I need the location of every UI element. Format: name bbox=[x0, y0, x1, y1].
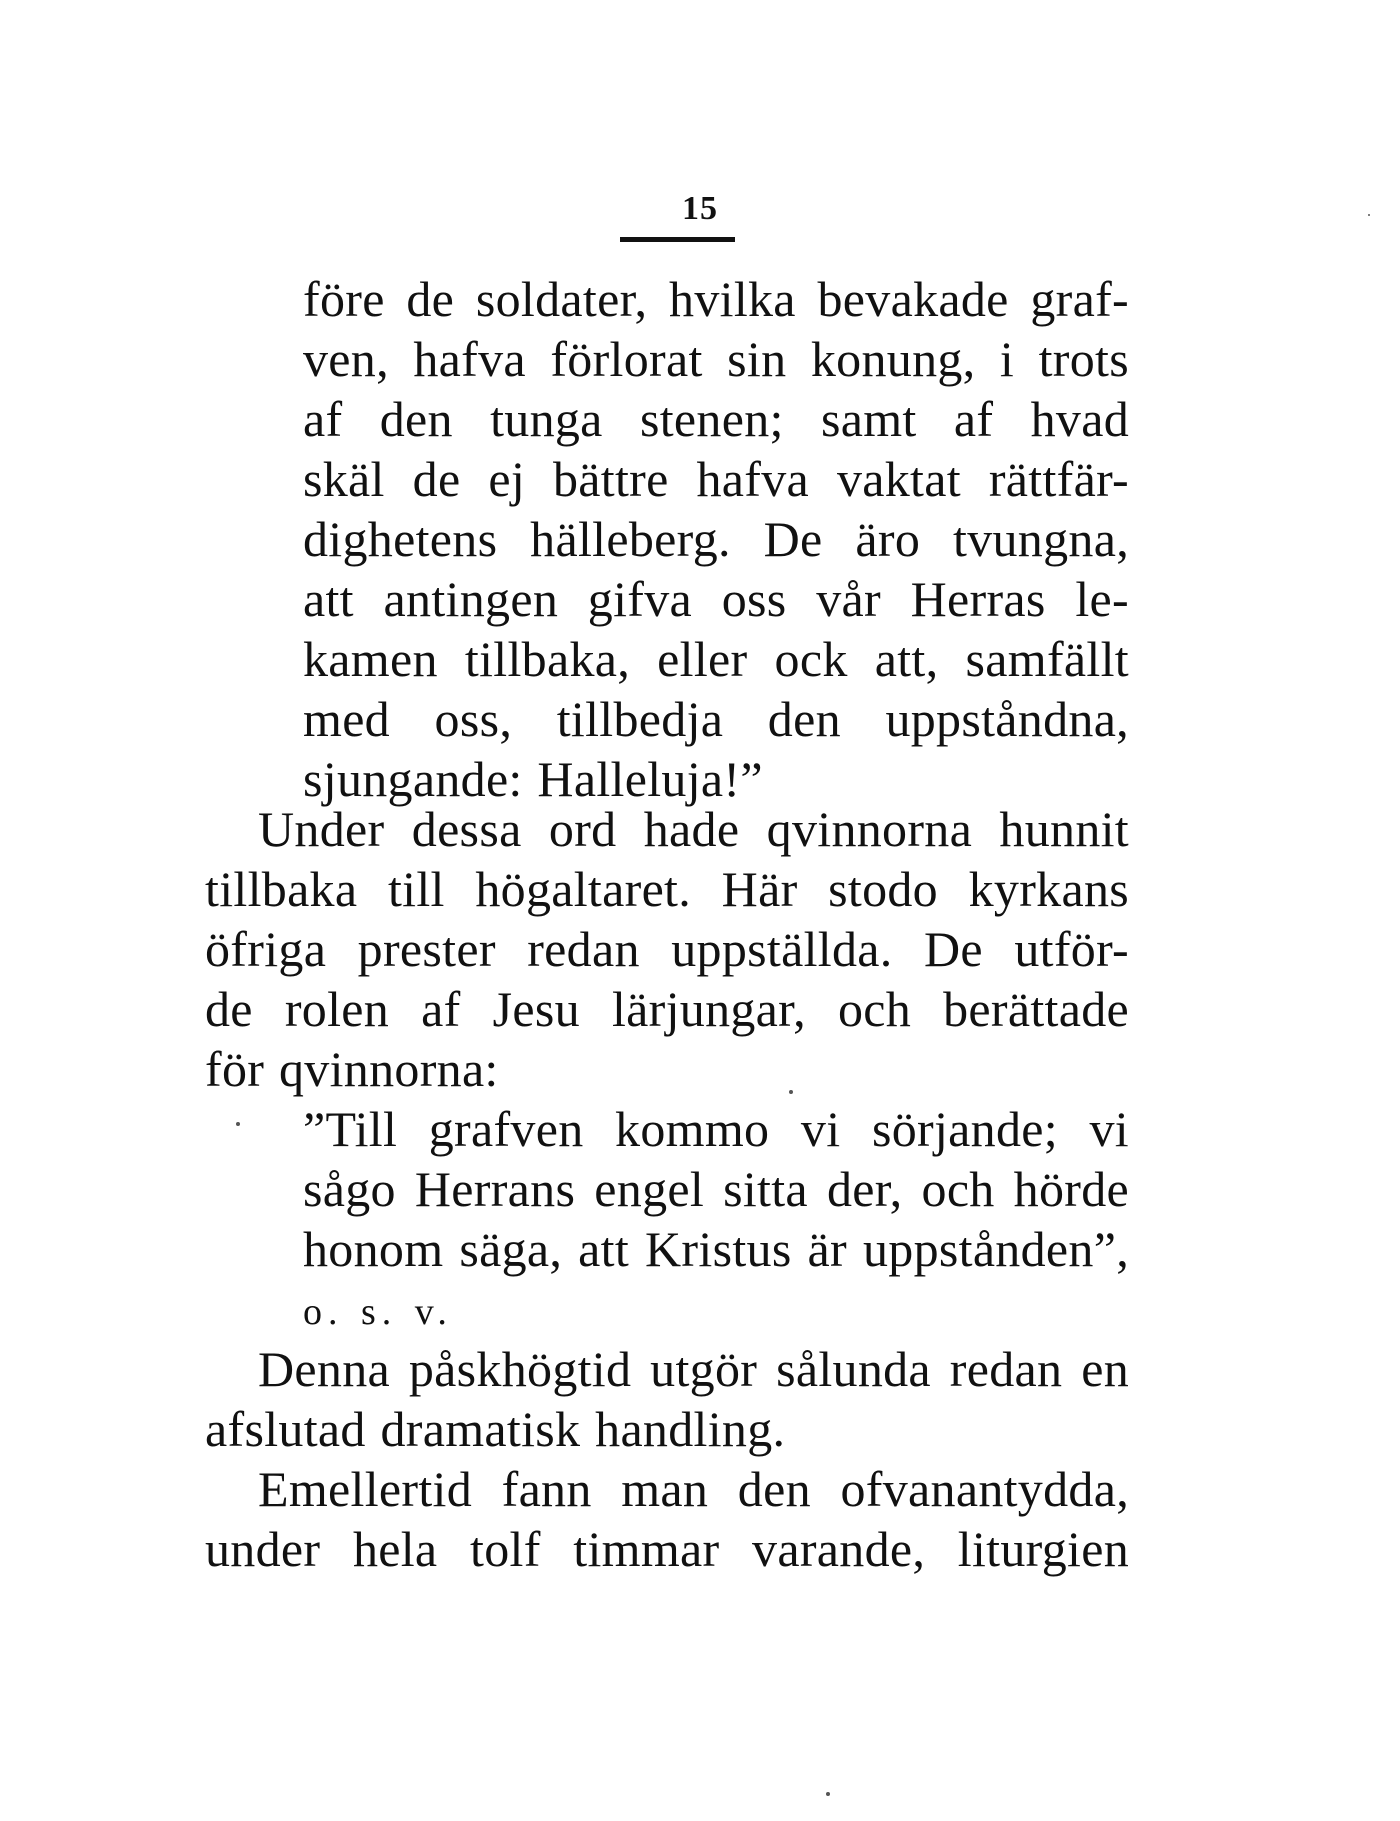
quote-line: o. s. v. bbox=[303, 1291, 453, 1333]
header-rule bbox=[620, 237, 735, 242]
text-line: att antingen gifva oss vår Herras le- bbox=[303, 571, 1129, 627]
text-line: före de soldater, hvilka bevakade graf- bbox=[303, 271, 1129, 327]
text-line: af den tunga stenen; samt af hvad bbox=[303, 391, 1129, 447]
quote-line: ”Till grafven kommo vi sörjande; vi bbox=[303, 1101, 1129, 1157]
page-number: 15 bbox=[682, 190, 718, 227]
text-line: Denna påskhögtid utgör sålunda redan en bbox=[258, 1341, 1129, 1397]
text-line: för qvinnorna: bbox=[205, 1041, 499, 1097]
print-speck bbox=[789, 1090, 793, 1094]
text-line: afslutad dramatisk handling. bbox=[205, 1401, 786, 1457]
text-line: de rolen af Jesu lärjungar, och berättade bbox=[205, 981, 1129, 1037]
text-line: Emellertid fann man den ofvanantydda, bbox=[258, 1461, 1129, 1517]
text-line: öfriga prester redan uppställda. De utför- bbox=[205, 921, 1129, 977]
text-line: tillbaka till högaltaret. Här stodo kyrkans bbox=[205, 861, 1129, 917]
text-line: Under dessa ord hade qvinnorna hunnit bbox=[258, 801, 1129, 857]
text-line: med oss, tillbedja den uppståndna, bbox=[303, 691, 1129, 747]
text-line: sjungande: Halleluja!” bbox=[303, 751, 763, 807]
quote-line: honom säga, att Kristus är uppstånden”, bbox=[303, 1221, 1129, 1277]
print-speck bbox=[826, 1792, 830, 1796]
print-speck bbox=[1368, 214, 1370, 216]
text-line: under hela tolf timmar varande, liturgien bbox=[205, 1521, 1129, 1577]
text-line: dighetens hälleberg. De äro tvungna, bbox=[303, 511, 1129, 567]
text-line: skäl de ej bättre hafva vaktat rättfär- bbox=[303, 451, 1129, 507]
quote-line: sågo Herrans engel sitta der, och hörde bbox=[303, 1161, 1129, 1217]
text-line: kamen tillbaka, eller ock att, samfällt bbox=[303, 631, 1129, 687]
text-line: ven, hafva förlorat sin konung, i trots bbox=[303, 331, 1129, 387]
print-speck bbox=[236, 1122, 240, 1126]
